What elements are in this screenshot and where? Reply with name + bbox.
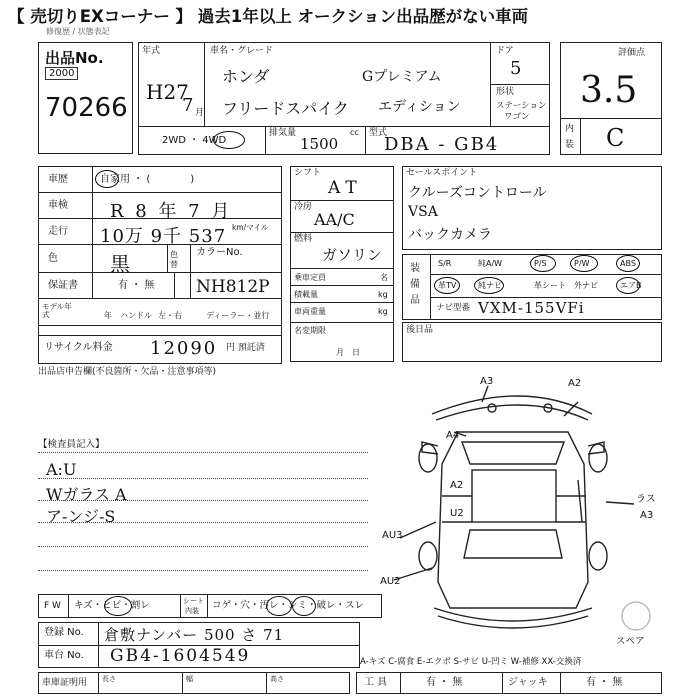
- recycle-value: 12090: [150, 338, 218, 359]
- score-label: 評価点: [618, 48, 646, 58]
- spare-label: スペア: [616, 636, 645, 647]
- circle-nav: [474, 277, 504, 294]
- jack-value: 有 ・ 無: [586, 677, 623, 688]
- mileage-label: 走行: [48, 226, 68, 237]
- capacity-unit: 名: [380, 273, 388, 282]
- color-label: 色: [48, 253, 58, 264]
- shape-value-line2: ワゴン: [504, 112, 530, 122]
- chassis-label: 車台 No.: [44, 650, 84, 661]
- handle-value: 左・右: [158, 311, 182, 320]
- equip-ext-nav: 外ナビ: [574, 281, 598, 290]
- fuel-label: 燃料: [294, 234, 313, 244]
- fw-crack-circle: [104, 596, 132, 616]
- dealer-label: ディーラー・並行: [206, 311, 270, 320]
- recycle-unit: 円 預託済: [226, 343, 265, 353]
- circle-pw: [570, 255, 598, 272]
- car-model: フリードスパイク: [222, 99, 349, 118]
- model-year-unit: 年: [104, 311, 112, 320]
- load-unit: kg: [378, 290, 388, 299]
- ac-value: AA/C: [314, 210, 355, 229]
- month-value: 7: [182, 95, 194, 116]
- history-options: 自家用 ・ ( ): [100, 174, 195, 185]
- garage-cert-label: 車庫証明用: [42, 678, 88, 688]
- sales-points-label: セールスポイント: [406, 168, 478, 178]
- interior-label-1: 内: [565, 124, 575, 134]
- year-label: 年式: [142, 46, 161, 56]
- interior-value: C: [606, 124, 625, 152]
- interior-label-2: 装: [565, 140, 575, 150]
- car-grade-line1: Gプレミアム: [362, 69, 442, 85]
- seat-options: コゲ・穴・汚レ・シミ・破レ・スレ: [212, 600, 365, 611]
- damage-legend: A-キズ C-腐食 E-エクボ S-サビ U-凹ミ W-補修 XX-交換済: [360, 657, 582, 667]
- equipment-label-2: 備: [410, 279, 420, 290]
- tools-value: 有 ・ 無: [426, 677, 463, 688]
- equip-tv: 革TV: [438, 281, 457, 290]
- mark-door-a: A2: [450, 480, 464, 491]
- reg-label: 登録 No.: [44, 627, 84, 638]
- drive-options: 2WD ・ 4WD: [162, 135, 227, 146]
- mark-side-note-1: ラス: [636, 494, 656, 505]
- circle-ps: [530, 255, 556, 272]
- color-no-value: NH812P: [196, 277, 270, 297]
- year-value: H27: [146, 80, 189, 104]
- equip-airbag: エアB: [620, 281, 642, 290]
- tools-label: 工 具: [364, 677, 388, 688]
- shape-value-line1: ステーション: [496, 101, 547, 111]
- equip-ps: P/S: [534, 259, 547, 268]
- car-make: ホンダ: [222, 67, 270, 86]
- name-change-label: 名変期限: [294, 326, 326, 335]
- circle-airbag: [616, 277, 640, 294]
- sales-point-3: バックカメラ: [408, 227, 492, 243]
- doors-value: 5: [510, 58, 522, 79]
- height-label: 高さ: [270, 675, 284, 683]
- lot-year-stamp: 2000: [45, 67, 78, 80]
- model-year-label: モデル年式: [42, 302, 72, 319]
- score-value: 3.5: [580, 70, 638, 111]
- car-damage-diagram: [380, 372, 672, 652]
- equip-abs: ABS: [620, 259, 636, 268]
- displacement-label: 排気量: [269, 128, 297, 138]
- load-label: 積載量: [294, 290, 318, 299]
- mark-door-u: U2: [450, 508, 464, 519]
- equipment-label-3: 品: [410, 295, 420, 306]
- equip-leather: 革シート: [534, 281, 566, 290]
- mark-side-au: AU3: [382, 530, 403, 541]
- seller-notes-label: 出品店申告欄(不良箇所・欠品・注意事項等): [38, 367, 217, 377]
- displacement-unit: cc: [350, 128, 359, 137]
- nav-model-value: VXM-155VFi: [478, 299, 585, 317]
- lot-number-label: 出品No.: [45, 49, 104, 67]
- delivery-label: 後日品: [406, 325, 434, 335]
- nav-model-label: ナビ型番: [436, 303, 471, 313]
- inspector-line-1: A:U: [46, 460, 77, 479]
- mark-front-right: A2: [568, 378, 582, 389]
- equip-sr: S/R: [438, 259, 452, 268]
- equip-nav: 純ナビ: [478, 281, 502, 290]
- mileage-unit: km/マイル: [232, 223, 269, 232]
- mileage-value: 10万 9千 537: [100, 226, 227, 247]
- fw-label: F W: [44, 601, 61, 611]
- displacement-value: 1500: [300, 135, 339, 153]
- inspector-line-2: Wガラス A: [46, 485, 127, 504]
- type-value: DBA - GB4: [384, 134, 500, 155]
- ac-label: 冷房: [294, 202, 313, 212]
- width-label: 幅: [186, 675, 193, 683]
- car-grade-line2: エディション: [378, 99, 461, 115]
- color-no-label: カラーNo.: [196, 247, 243, 258]
- length-label: 長さ: [102, 675, 116, 683]
- reg-value: 倉敷ナンバー 500 さ 71: [104, 626, 285, 644]
- inspector-label: 【検査員記入】: [38, 439, 105, 450]
- banner-title: 【 売切りEXコーナー 】 過去1年以上 オークション出品歴がない車両: [8, 7, 529, 26]
- car-name-label: 車名・グレード: [210, 46, 274, 56]
- seat-label-1: シート: [183, 597, 204, 605]
- inspection-value: R 8 年 7 月: [110, 201, 233, 222]
- color-value: 黒: [110, 252, 130, 276]
- name-change-unit: 月 日: [336, 348, 360, 357]
- equip-pw: P/W: [574, 259, 590, 268]
- weight-label: 車両重量: [294, 307, 326, 316]
- seat-label-2: 内装: [185, 607, 199, 615]
- header-banner: [0, 0, 700, 26]
- doors-label: ドア: [496, 46, 514, 56]
- jack-label: ジャッキ: [508, 677, 548, 688]
- chassis-value: GB4-1604549: [110, 646, 251, 666]
- fuel-value: ガソリン: [322, 246, 383, 264]
- month-unit: 月: [195, 108, 205, 118]
- warranty-value: 有 ・ 無: [118, 280, 155, 291]
- sales-point-1: クルーズコントロール: [408, 185, 547, 201]
- header-sub-label: 修復歴 / 状態表記: [46, 27, 110, 36]
- history-label: 車歴: [48, 174, 68, 185]
- weight-unit: kg: [378, 307, 388, 316]
- seat-stain-circle: [292, 596, 316, 616]
- handle-label: ハンドル: [120, 311, 152, 320]
- equipment-label-1: 装: [410, 263, 420, 274]
- recycle-label: リサイクル料金: [44, 342, 113, 353]
- mark-front-left: A3: [480, 376, 494, 387]
- type-label: 型式: [369, 128, 388, 138]
- lot-number: 70266: [45, 93, 128, 123]
- equip-aw: 純A/W: [478, 259, 503, 268]
- fw-options: キズ・ヒビ・割レ: [74, 600, 150, 611]
- warranty-label: 保証書: [48, 280, 78, 291]
- delivery-box: [402, 322, 662, 362]
- lot-number-box: [38, 42, 133, 154]
- inspection-label: 車検: [48, 200, 68, 211]
- mark-left-front: A4: [446, 430, 460, 441]
- mark-rear-au: AU2: [380, 576, 401, 587]
- shift-label: シフト: [294, 168, 322, 178]
- sales-point-2: VSA: [408, 204, 438, 220]
- capacity-label: 乗車定員: [294, 273, 326, 282]
- color-change-label: 色替: [170, 250, 178, 269]
- seat-dirt-circle: [266, 596, 292, 616]
- inspector-line-3: ア-ンジ-S: [46, 507, 116, 526]
- circle-abs: [616, 255, 640, 272]
- circle-tv: [434, 277, 460, 294]
- private-use-circle: [95, 170, 119, 188]
- mark-side-note-2: A3: [640, 510, 654, 521]
- drive-4wd-circle: [213, 131, 245, 149]
- shape-label: 形状: [496, 87, 515, 97]
- shift-value: AT: [328, 178, 363, 198]
